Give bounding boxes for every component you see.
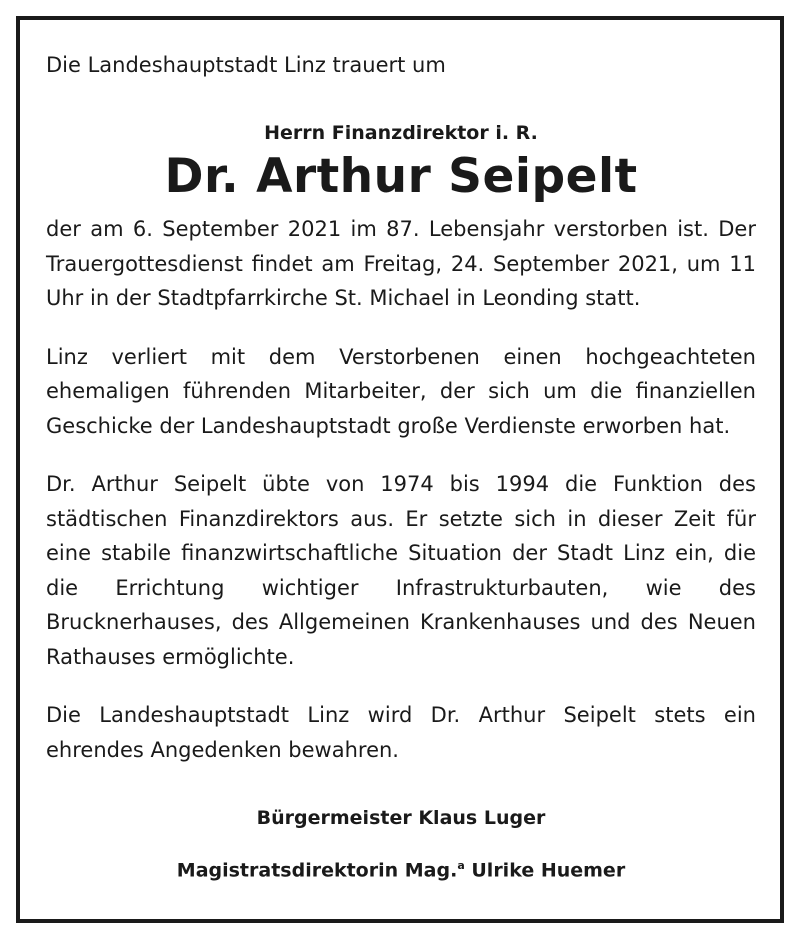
paragraph-death-notice: der am 6. September 2021 im 87. Lebensjahr verstorben ist. Der Trauergottesdienst findet am Freitag, 24. September 2021, um 11 Uhr in der Stadtpfarrkirche St. Michael in Leonding statt. bbox=[46, 217, 756, 310]
deceased-name: Dr. Arthur Seipelt bbox=[164, 149, 638, 204]
director-title: Magistratsdirektorin Mag. bbox=[176, 859, 458, 882]
director-name: Ulrike Huemer bbox=[471, 859, 626, 882]
paragraph-remembrance: Die Landeshauptstadt Linz wird Dr. Arthur Seipelt stets ein ehrendes Angedenken bewahren. bbox=[46, 703, 756, 762]
obituary-frame bbox=[16, 16, 784, 923]
director-title-superscript: a bbox=[457, 859, 465, 872]
signature-mayor: Bürgermeister Klaus Luger bbox=[256, 807, 546, 829]
paragraph-career: Dr. Arthur Seipelt übte von 1974 bis 1994 die Funktion des städtischen Finanzdirektors aus. Er setzte sich in dieser Zeit für eine stabile finanzwirtschaftliche Situation der Stadt Linz ein, die die Errichtung wichtiger Infrastrukturbauten, wie des Brucknerhauses, des Allgemeinen Krankenhauses und des Neuen Rathauses ermöglichte. bbox=[46, 472, 756, 669]
intro-text: Die Landeshauptstadt Linz trauert um bbox=[46, 53, 446, 77]
obituary-content bbox=[46, 50, 756, 883]
honorific-title: Herrn Finanzdirektor i. R. bbox=[264, 122, 538, 144]
signature-director bbox=[46, 853, 756, 883]
paragraph-tribute: Linz verliert mit dem Verstorbenen einen hochgeachteten ehemaligen führenden Mitarbeiter, der sich um die finanziellen Geschicke der Landeshauptstadt große Verdienste erworben hat. bbox=[46, 344, 756, 438]
